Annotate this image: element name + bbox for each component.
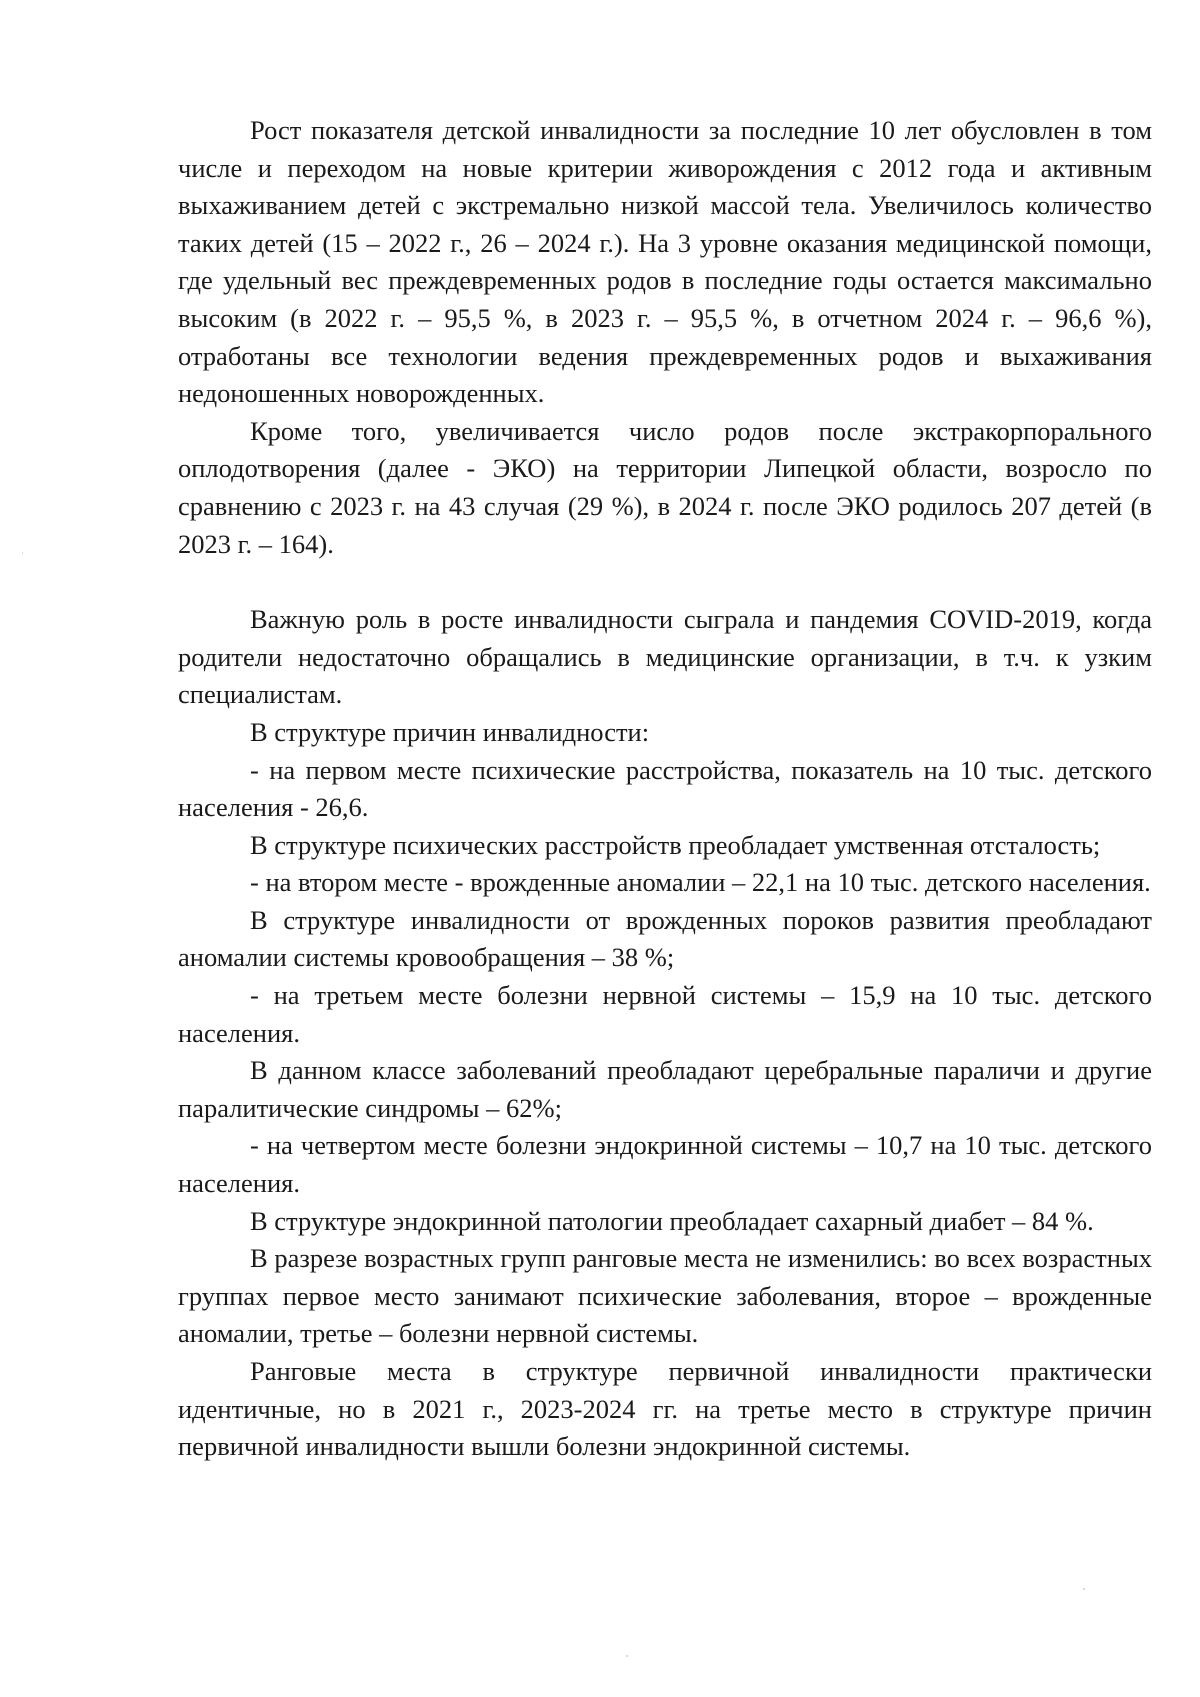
document-text [178,112,1152,1466]
list-item-fourth-place: - на четвертом месте болезни эндокринной системы – 10,7 на 10 тыс. детского населения. [178,1130,1152,1199]
paragraph-ivf-births: Кроме того, увеличивается число родов после экстракорпорального оплодотворения (далее - ЭКО) на территории Липецкой области, возросло по сравнению с 2023 г. на 43 случая (29 %), в 2024 г. после ЭКО родилось 207 детей (в 2023 г. – 164). [178,415,1152,559]
paragraph-age-groups: В разрезе возрастных групп ранговые места не изменились: во всех возрастных группах первое место занимают психические заболевания, второе – врожденные аномалии, третье – болезни нервной системы. [178,1243,1152,1349]
paragraph-child-disability-growth: Рост показателя детской инвалидности за последние 10 лет обусловлен в том числе и переходом на новые критерии живорождения с 2012 года и активным выхаживанием детей с экстремально низкой массой тела. Увеличилось количество таких детей (15 – 2022 г., 26 – 2024 г.). На 3 уровне оказания медицинской помощи, где удельный вес преждевременных родов в последние годы остается максимально высоким (в 2022 г. – 95,5 %, в 2023 г. – 95,5 %, в отчетном 2024 г. – 96,6 %), отработаны все технологии ведения преждевременных родов и выхаживания недоношенных новорожденных. [178,115,1152,409]
scan-speck [1083,1588,1085,1590]
paragraph-covid-role: Важную роль в росте инвалидности сыграла и пандемия COVID-2019, когда родители недостаточно обращались в медицинские организации, в т.ч. к узким специалистам. [178,604,1152,710]
list-item-second-place: - на втором месте - врожденные аномалии – 22,1 на 10 тыс. детского населения. [250,867,1151,898]
paragraph-gap [178,563,1152,601]
paragraph-congenital-structure: В структуре инвалидности от врожденных пороков развития преобладают аномалии системы кровообращения – 38 %; [178,904,1152,973]
list-item-third-place: - на третьем месте болезни нервной системы – 15,9 на 10 тыс. детского населения. [178,980,1152,1048]
paragraph-causes-structure-heading: В структуре причин инвалидности: [250,716,650,747]
list-item-first-place: - на первом месте психические расстройства, показатель на 10 тыс. детского населения - 26,6. [178,754,1152,823]
paragraph-endocrine-structure: В структуре эндокринной патологии преобладает сахарный диабет – 84 %. [250,1205,1094,1236]
scan-speck [626,1655,628,1657]
paragraph-primary-disability: Ранговые места в структуре первичной инвалидности практически идентичные, но в 2021 г., 2023-2024 гг. на третье место в структуре причин первичной инвалидности вышли болезни эндокринной системы. [178,1356,1152,1462]
paragraph-nervous-system-structure: В данном классе заболеваний преобладают церебральные параличи и другие паралитические синдромы – 62%; [178,1055,1152,1123]
scan-speck [22,552,23,554]
paragraph-mental-disorders-structure: В структуре психических расстройств преобладает умственная отсталость; [250,829,1101,860]
